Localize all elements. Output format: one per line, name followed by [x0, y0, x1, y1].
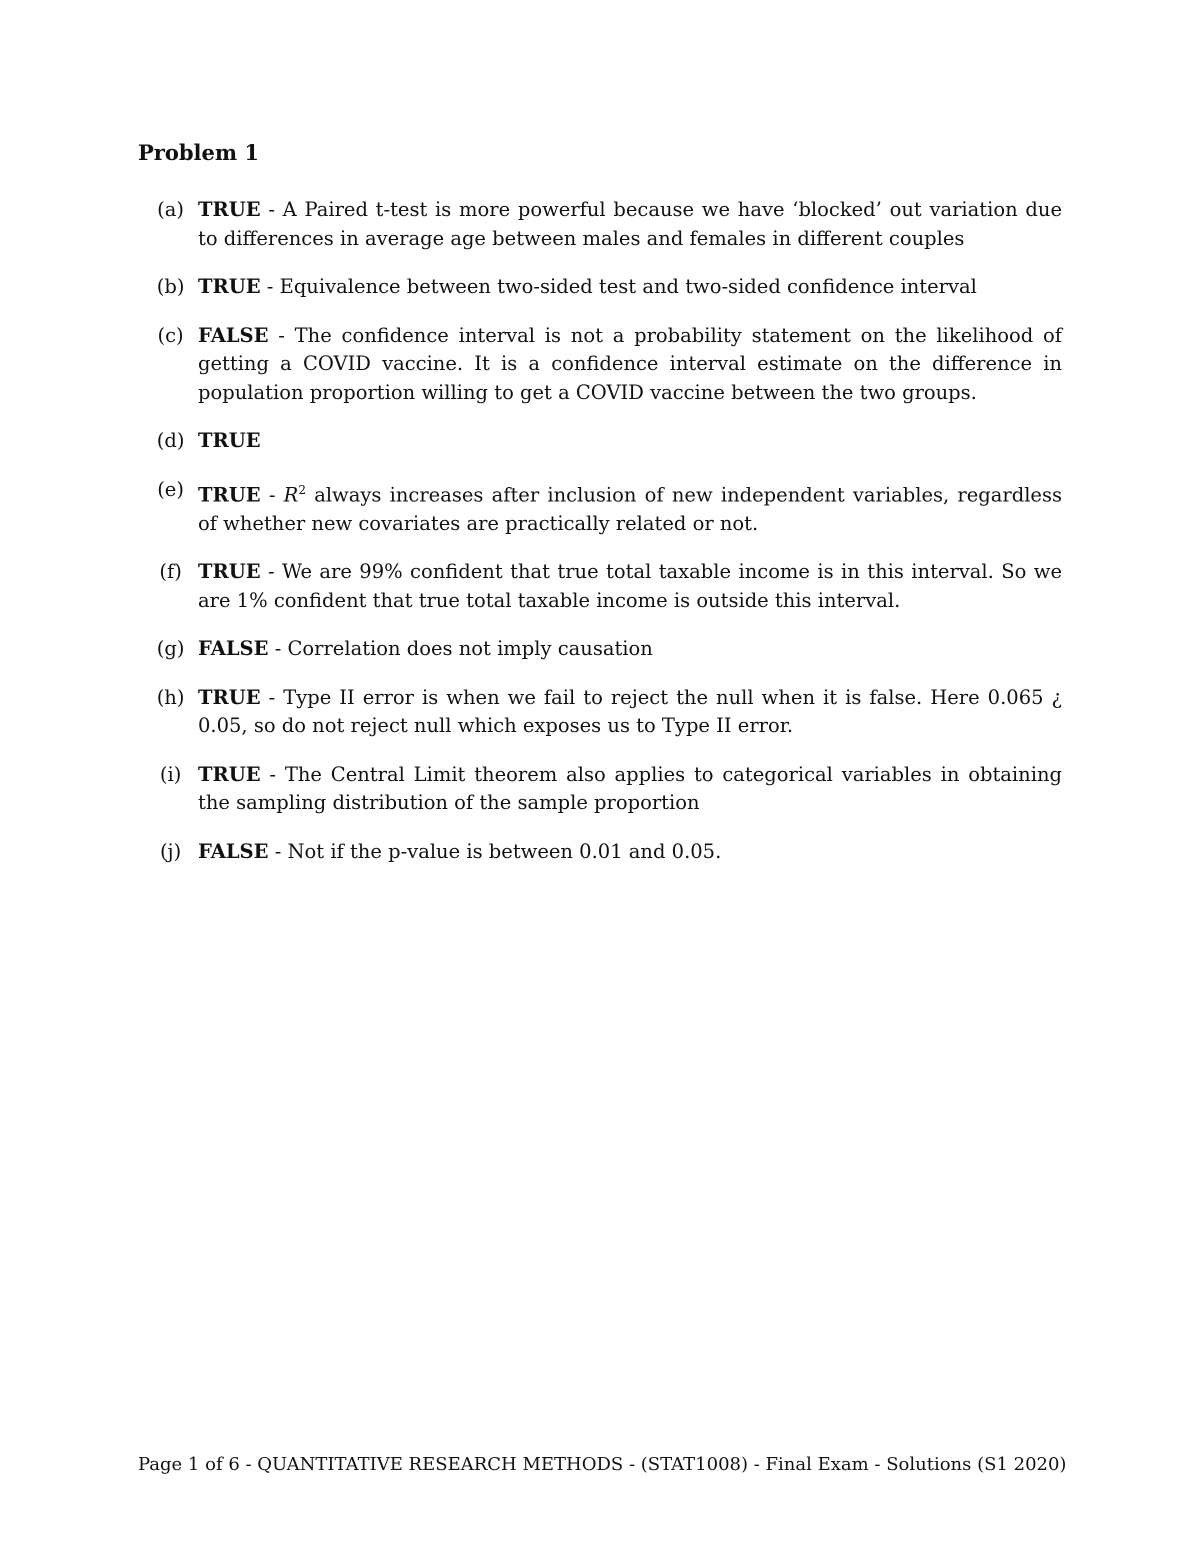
answer-label — [138, 273, 198, 302]
answer-label-text: (h) — [156, 685, 185, 709]
answer-item-g — [138, 635, 1062, 664]
answer-item-c — [138, 322, 1062, 408]
answer-verdict: FALSE — [198, 839, 269, 863]
answer-item-e — [138, 476, 1062, 539]
answer-verdict: FALSE — [198, 323, 269, 347]
answer-label — [138, 558, 198, 615]
answer-item-h — [138, 684, 1062, 741]
answer-content — [198, 196, 1062, 253]
answer-content — [198, 635, 1062, 664]
answer-verdict: TRUE — [198, 198, 261, 221]
answer-item-b — [138, 273, 1062, 302]
answer-list — [138, 196, 1062, 886]
answer-verdict: TRUE — [198, 685, 261, 709]
answer-verdict: FALSE — [198, 637, 269, 660]
answer-text: - A Paired t-test is more powerful because we have ‘blocked’ out variation due to differences in average age between males and females in different couples — [198, 198, 1062, 250]
answer-label-text: (d) — [156, 429, 185, 452]
answer-label — [138, 838, 198, 867]
answer-item-i — [138, 761, 1062, 818]
answer-text: always increases after inclusion of new independent variables, regardless of whether new covariates are practically related or not. — [198, 483, 1062, 535]
answer-label-text: (i) — [159, 762, 182, 786]
answer-label-text: (g) — [156, 637, 185, 660]
answer-text-prefix: - — [260, 483, 284, 506]
answer-content — [198, 558, 1062, 615]
problem-heading: Problem 1 — [138, 140, 260, 165]
answer-label — [138, 635, 198, 664]
answer-label — [138, 427, 198, 456]
answer-label-text: (j) — [159, 839, 182, 863]
answer-item-f — [138, 558, 1062, 615]
answer-content — [198, 761, 1062, 818]
answer-label-text: (e) — [157, 477, 184, 501]
answer-label — [138, 476, 198, 539]
answer-content — [198, 273, 1062, 302]
r-squared-exponent: 2 — [298, 482, 306, 497]
answer-label-text: (a) — [157, 198, 185, 221]
answer-verdict: TRUE — [198, 483, 261, 506]
answer-label — [138, 322, 198, 408]
answer-content — [198, 476, 1062, 539]
answer-verdict: TRUE — [198, 762, 261, 786]
answer-label — [138, 684, 198, 741]
answer-verdict: TRUE — [198, 275, 261, 298]
answer-label-text: (c) — [157, 323, 184, 347]
answer-text: - The confidence interval is not a probability statement on the likelihood of getting a COVID vaccine. It is a confidence interval estimate on the difference in population proportion willing to get a COVID vaccine between the two groups. — [198, 323, 1062, 404]
answer-verdict: TRUE — [198, 429, 261, 452]
answer-text: - Correlation does not imply causation — [268, 637, 653, 660]
answer-text: - Type II error is when we fail to reject the null when it is false. Here 0.065 ¿ 0.05, so do not reject null which exposes us to Type II error. — [198, 685, 1062, 737]
answer-item-j — [138, 838, 1062, 867]
answer-label-text: (f) — [159, 560, 182, 583]
page-footer: Page 1 of 6 - QUANTITATIVE RESEARCH METHODS - (STAT1008) - Final Exam - Solutions (S1 2020) — [138, 1454, 1067, 1475]
answer-text: - Not if the p-value is between 0.01 and 0.05. — [268, 839, 722, 863]
answer-item-a — [138, 196, 1062, 253]
answer-label-text: (b) — [156, 275, 185, 298]
answer-item-d — [138, 427, 1062, 456]
answer-label — [138, 196, 198, 253]
answer-verdict: TRUE — [198, 560, 261, 583]
answer-content — [198, 322, 1062, 408]
answer-content — [198, 838, 1062, 867]
answer-label — [138, 761, 198, 818]
answer-text: - Equivalence between two-sided test and two-sided confidence interval — [260, 275, 977, 298]
answer-content — [198, 684, 1062, 741]
answer-content — [198, 427, 1062, 456]
answer-text: - The Central Limit theorem also applies to categorical variables in obtaining the sampling distribution of the sample proportion — [198, 762, 1062, 814]
r-squared-symbol: R — [283, 483, 299, 506]
answer-text: - We are 99% confident that true total taxable income is in this interval. So we are 1% confident that true total taxable income is outside this interval. — [198, 560, 1062, 612]
